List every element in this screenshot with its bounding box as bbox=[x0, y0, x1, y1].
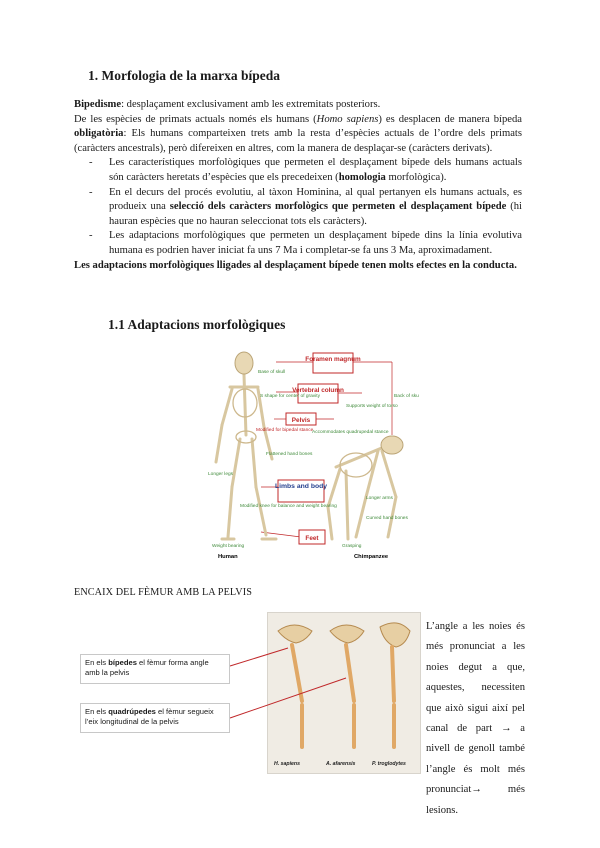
bullet-bold: homologia bbox=[338, 171, 386, 183]
list-item bbox=[74, 156, 522, 185]
human-skeleton bbox=[216, 375, 276, 539]
callout1-bold: bípedes bbox=[108, 658, 137, 667]
homo-sapiens-italic: Homo sapiens bbox=[316, 113, 379, 125]
label-accommodates: Accommodates quadrupedal stance bbox=[312, 430, 389, 435]
femur-section-heading: ENCAIX DEL FÈMUR AMB LA PELVIS bbox=[74, 587, 252, 598]
label-curved-hand: Curved hand bones bbox=[366, 516, 408, 521]
label-base-skull: Base of skull bbox=[258, 370, 286, 375]
box-limbs: Limbs and body bbox=[274, 483, 328, 490]
label-modified-knee: Modified knee for balance and weight bearing bbox=[240, 504, 337, 509]
label-s-shape: S shape for center of gravity bbox=[260, 394, 320, 399]
species-p-troglodytes: P. troglodytes bbox=[372, 761, 406, 767]
subsection-heading: 1.1 Adaptacions morfològiques bbox=[108, 317, 286, 332]
bullet-list bbox=[74, 156, 522, 258]
box-vertebral: Vertebral column bbox=[292, 387, 344, 394]
label-grasping: Grasping bbox=[342, 544, 362, 549]
label-longer-arms: Longer arms bbox=[366, 496, 393, 501]
intro-block bbox=[74, 98, 522, 273]
conclusion: Les adaptacions morfològiques lligades al desplaçament bípede tenen molts efectes en la conducta. bbox=[74, 259, 517, 271]
primates-text-c: : Els humans comparteixen trets amb la resta d’espècies actuals de l’ordre dels primats (caràcters ancestrals), però difereixen en altres, com la manera de desplaçar-se (caràcters derivats). bbox=[74, 128, 522, 154]
callout2-bold: quadrúpedes bbox=[108, 707, 156, 716]
box-feet: Feet bbox=[305, 535, 319, 542]
bullet-text: morfològica). bbox=[385, 171, 447, 183]
skeleton-diagram bbox=[206, 347, 419, 565]
human-skull-icon bbox=[235, 352, 253, 374]
species-a-afarensis: A. afarensis bbox=[326, 761, 356, 767]
bullet-text: En el decurs del procés evolutiu, al tàxon Hominina, al qual pertanyen els humans actuals, es produeix una bbox=[109, 186, 522, 213]
definition-rest: : desplaçament exclusivament amb les extremitats posteriors. bbox=[121, 99, 381, 110]
box-foramen: Foramen magnum bbox=[305, 356, 361, 363]
label-back-skull: Back of skull bbox=[394, 394, 419, 399]
obligatoria-bold: obligatòria bbox=[74, 128, 124, 140]
list-item bbox=[74, 186, 522, 230]
label-longer-legs: Longer legs bbox=[208, 472, 234, 477]
label-chimp: Chimpanzee bbox=[354, 554, 389, 560]
chimp-skull-icon bbox=[381, 436, 403, 454]
definition-term: Bipedisme bbox=[74, 99, 122, 110]
callout1-text-b: el fèmur forma angle amb la pelvis bbox=[85, 658, 209, 677]
bullet-text: Les adaptacions morfològiques que permeten un desplaçament bípede dins la línia evolutiva humana es podrien haver iniciat fa uns 7 Ma i completar-se fa uns 3 Ma, aproximadament. bbox=[109, 230, 522, 256]
label-human: Human bbox=[218, 554, 238, 560]
primates-text-a: De les espècies de primats actuals només els humans ( bbox=[74, 113, 317, 125]
label-modified-bipedal: Modified for bipedal stance bbox=[256, 428, 314, 433]
label-flattened: Flattened hand bones bbox=[266, 452, 313, 457]
skeleton-comparison-figure bbox=[206, 347, 419, 565]
box-pelvis: Pelvis bbox=[291, 417, 311, 424]
section-heading: 1. Morfologia de la marxa bípeda bbox=[88, 68, 280, 83]
definition-line bbox=[74, 98, 522, 113]
callout2-text-b: el fèmur segueix l’eix longitudinal de la pelvis bbox=[85, 707, 214, 726]
label-weight-bearing: Weight bearing bbox=[212, 544, 245, 549]
green-labels bbox=[208, 369, 419, 549]
bullet-bold: selecció dels caràcters morfològics que permeten el desplaçament bípede bbox=[169, 201, 507, 213]
callout1-text-a: En els bbox=[85, 658, 109, 667]
callout-quadrupedes bbox=[80, 703, 230, 733]
callout-arrows bbox=[226, 640, 366, 720]
side-note: L’angle a les noies és més pronunciat a les noies degut a que, aquestes, necessiten que això sigui així pel canal de part → a nivell de genoll també l’angle és molt més pronunciat→ més lesions. bbox=[426, 621, 525, 816]
callout2-text-a: En els bbox=[85, 707, 109, 716]
label-supports: Supports weight of torso bbox=[346, 404, 398, 409]
bullet-text: Les característiques morfològiques que permeten el desplaçament bípede dels humans actuals són caràcters heretats d’espècies que els precedeixen ( bbox=[109, 157, 522, 183]
bullet-text: (hi hauran espècies que no hauran seleccionat tots els caràcters). bbox=[109, 201, 522, 227]
callout-bipedes bbox=[80, 654, 230, 684]
list-item bbox=[74, 229, 522, 258]
species-h-sapiens: H. sapiens bbox=[274, 761, 300, 767]
primates-paragraph bbox=[74, 113, 522, 157]
chimp-skeleton bbox=[328, 447, 396, 539]
primates-text-b: ) es desplacen de manera bípeda bbox=[378, 113, 522, 125]
